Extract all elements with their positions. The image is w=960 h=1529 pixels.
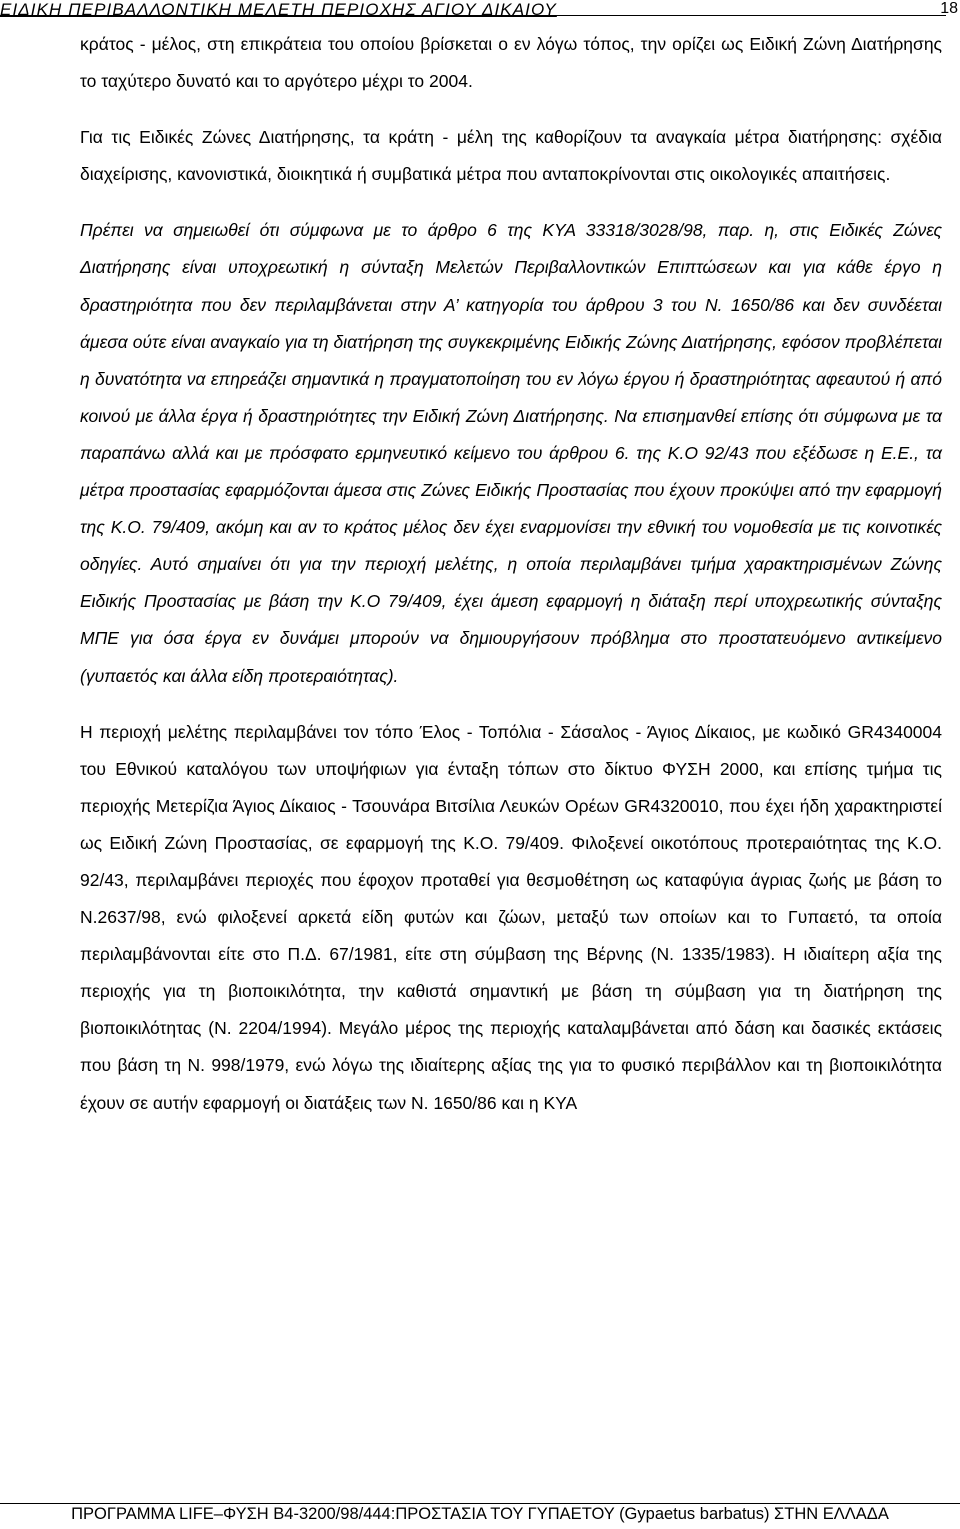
paragraph-2: Για τις Ειδικές Ζώνες Διατήρησης, τα κράτη - μέλη της καθορίζουν τα αναγκαία μέτρα διατήρησης: σχέδια διαχείρισης, κανονιστικά, διοικητικά ή συμβατικά μέτρα που ανταποκρίνονται στις οικολογικές απαιτήσεις. — [80, 127, 942, 185]
paragraph-3: Πρέπει να σημειωθεί ότι σύμφωνα με το άρθρο 6 της ΚΥΑ 33318/3028/98, παρ. η, στις Ειδικές Ζώνες Διατήρησης είναι υποχρεωτική η σύνταξη Μελετών Περιβαλλοντικών Επιπτώσεων και για κάθε έργο η δραστηριότητα που δεν περιλαμβάνεται στην Α’ κατηγορία του άρθρου 3 του Ν. 1650/86 και δεν συνδέεται άμεσα ούτε είναι αναγκαίο για τη διατήρηση της συγκεκριμένης Ειδικής Ζώνης Διατήρησης, εφόσον προβλέπεται η δυνατότητα να επηρεάζει σημαντικά η πραγματοποίηση του εν λόγω έργου ή δραστηριότητας αφεαυτού ή από κοινού με άλλα έργα ή δραστηριότητες την Ειδική Ζώνη Διατήρησης. Να επισημανθεί επίσης ότι σύμφωνα με τα παραπάνω αλλά και με πρόσφατο ερμηνευτικό κείμενο του άρθρου 6. της Κ.Ο 92/43 που εξέδωσε η Ε.Ε., τα μέτρα προστασίας εφαρμόζονται άμεσα στις Ζώνες Ειδικής Προστασίας που έχουν προκύψει από την εφαρμογή της Κ.Ο. 79/409, ακόμη και αν το κράτος μέλος δεν έχει εναρμονίσει την εθνική του νομοθεσία με τις κοινοτικές οδηγίες. Αυτό σημαίνει ότι για την περιοχή μελέτης, η οποία περιλαμβάνει τμήμα χαρακτηρισμένων Ζώνης Ειδικής Προστασίας με βάση την Κ.Ο 79/409, έχει άμεση εφαρμογή η διάταξη περί υποχρεωτικής σύνταξης ΜΠΕ για όσα έργα εν δυνάμει μπορούν να δημιουργήσουν πρόβλημα στο προστατευόμενο αντικείμενο (γυπαετός και άλλα είδη προτεραιότητας). — [80, 220, 942, 686]
document-body — [80, 26, 942, 1141]
page-number: 18 — [940, 0, 958, 17]
header-rule — [0, 15, 946, 16]
header-title: ΕΙΔΙΚΗ ΠΕΡΙΒΑΛΛΟΝΤΙΚΗ ΜΕΛΕΤΗ ΠΕΡΙΟΧΗΣ ΑΓΙΟΥ ΔΙΚΑΙΟΥ — [0, 0, 557, 19]
paragraph-1: κράτος - μέλος, στη επικράτεια του οποίου βρίσκεται ο εν λόγω τόπος, την ορίζει ως Ειδική Ζώνη Διατήρησης το ταχύτερο δυνατό και το αργότερο μέχρι το 2004. — [80, 34, 942, 92]
page-header — [0, 0, 960, 22]
paragraph-4: Η περιοχή μελέτης περιλαμβάνει τον τόπο Έλος - Τοπόλια - Σάσαλος - Άγιος Δίκαιος, με κωδικό GR4340004 του Εθνικού καταλόγου των υποψήφιων για ένταξη τόπων στο δίκτυο ΦΥΣΗ 2000, και επίσης τμήμα τις περιοχής Μετερίζια Άγιος Δίκαιος - Τσουνάρα Βιτσίλια Λευκών Ορέων GR4320010, που έχει ήδη χαρακτηριστεί ως Ειδική Ζώνη Προστασίας, σε εφαρμογή της Κ.Ο. 79/409. Φιλοξενεί οικοτόπους προτεραιότητας της Κ.Ο. 92/43, περιλαμβάνει περιοχές που έφοχον προταθεί για θεσμοθέτηση ως καταφύγια άγριας ζωής με βάση το Ν.2637/98, ενώ φιλοξενεί αρκετά είδη φυτών και ζώων, μεταξύ των οποίων και το Γυπαετό, τα οποία περιλαμβάνονται είτε στο Π.Δ. 67/1981, είτε στη σύμβαση της Βέρνης (Ν. 1335/1983). Η ιδιαίτερη αξία της περιοχής για τη βιοποικιλότητα, την καθιστά σημαντική με βάση τη σύμβαση για τη διατήρηση της βιοποικιλότητας (Ν. 2204/1994). Μεγάλο μέρος της περιοχής καταλαμβάνεται από δάση και δασικές εκτάσεις που βάση τη Ν. 998/1979, ενώ λόγω της ιδιαίτερης αξίας της για το φυσικό περιβάλλον και τη βιοποικιλότητα έχουν σε αυτήν εφαρμογή οι διατάξεις των Ν. 1650/86 και η ΚΥΑ — [80, 721, 942, 1113]
page-footer: ΠΡΟΓΡΑΜΜΑ LIFE–ΦΥΣΗ B4-3200/98/444:ΠΡΟΣΤΑΣΙΑ ΤΟΥ ΓΥΠΑΕΤΟΥ (Gypaetus barbatus) ΣΤΗΝ ΕΛΛΑΔΑ — [0, 1503, 960, 1524]
